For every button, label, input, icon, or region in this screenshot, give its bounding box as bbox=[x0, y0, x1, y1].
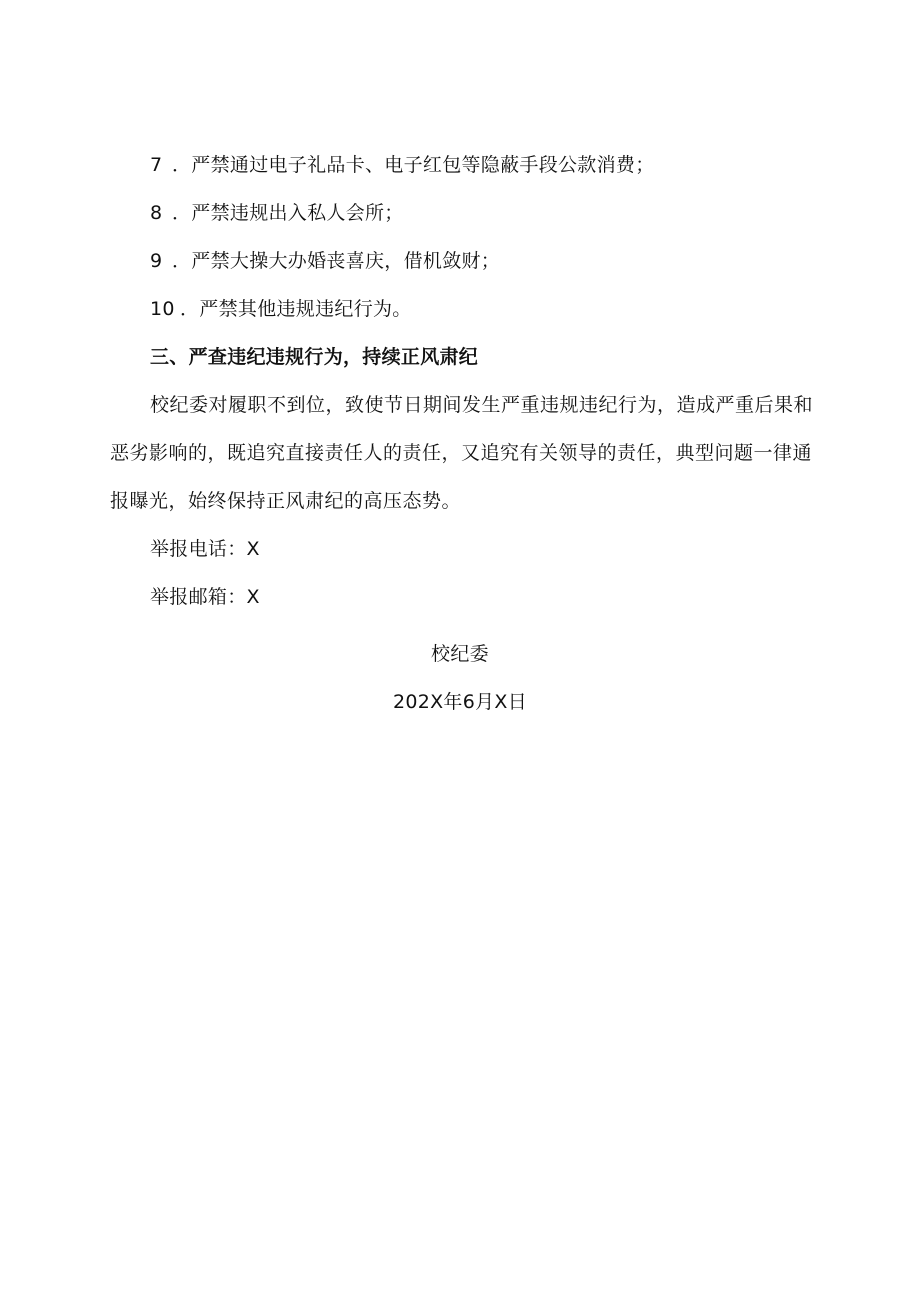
list-item-number: 7 bbox=[150, 154, 163, 176]
list-item-text: ．严禁通过电子礼品卡、电子红包等隐蔽手段公款消费； bbox=[172, 154, 655, 176]
report-email: 举报邮箱：X bbox=[150, 586, 260, 608]
list-item-number: 8 bbox=[150, 202, 163, 224]
signature-org: 校纪委 bbox=[431, 643, 489, 665]
list-item-text: ．严禁大操大办婚丧喜庆，借机敛财； bbox=[172, 250, 501, 272]
signature-date: 202X年6月X日 bbox=[392, 691, 528, 713]
list-item-7 bbox=[150, 153, 655, 177]
list-item-text: ．严禁其他违规违纪行为。 bbox=[180, 298, 412, 320]
list-item-10 bbox=[150, 297, 412, 321]
list-item-number: 10 bbox=[150, 298, 175, 320]
body-paragraph: 校纪委对履职不到位，致使节日期间发生严重违规违纪行为，造成严重后果和恶劣影响的，既追究直接责任人的责任，又追究有关领导的责任，典型问题一律通报曝光，始终保持正风肃纪的高压态势。 bbox=[110, 394, 814, 512]
list-item-text: ．严禁违规出入私人会所； bbox=[172, 202, 404, 224]
list-item-number: 9 bbox=[150, 250, 163, 272]
section-heading: 三、严查违纪违规行为，持续正风肃纪 bbox=[150, 346, 479, 368]
list-item-9 bbox=[150, 249, 500, 273]
report-phone: 举报电话：X bbox=[150, 538, 260, 560]
list-item-8 bbox=[150, 201, 404, 225]
